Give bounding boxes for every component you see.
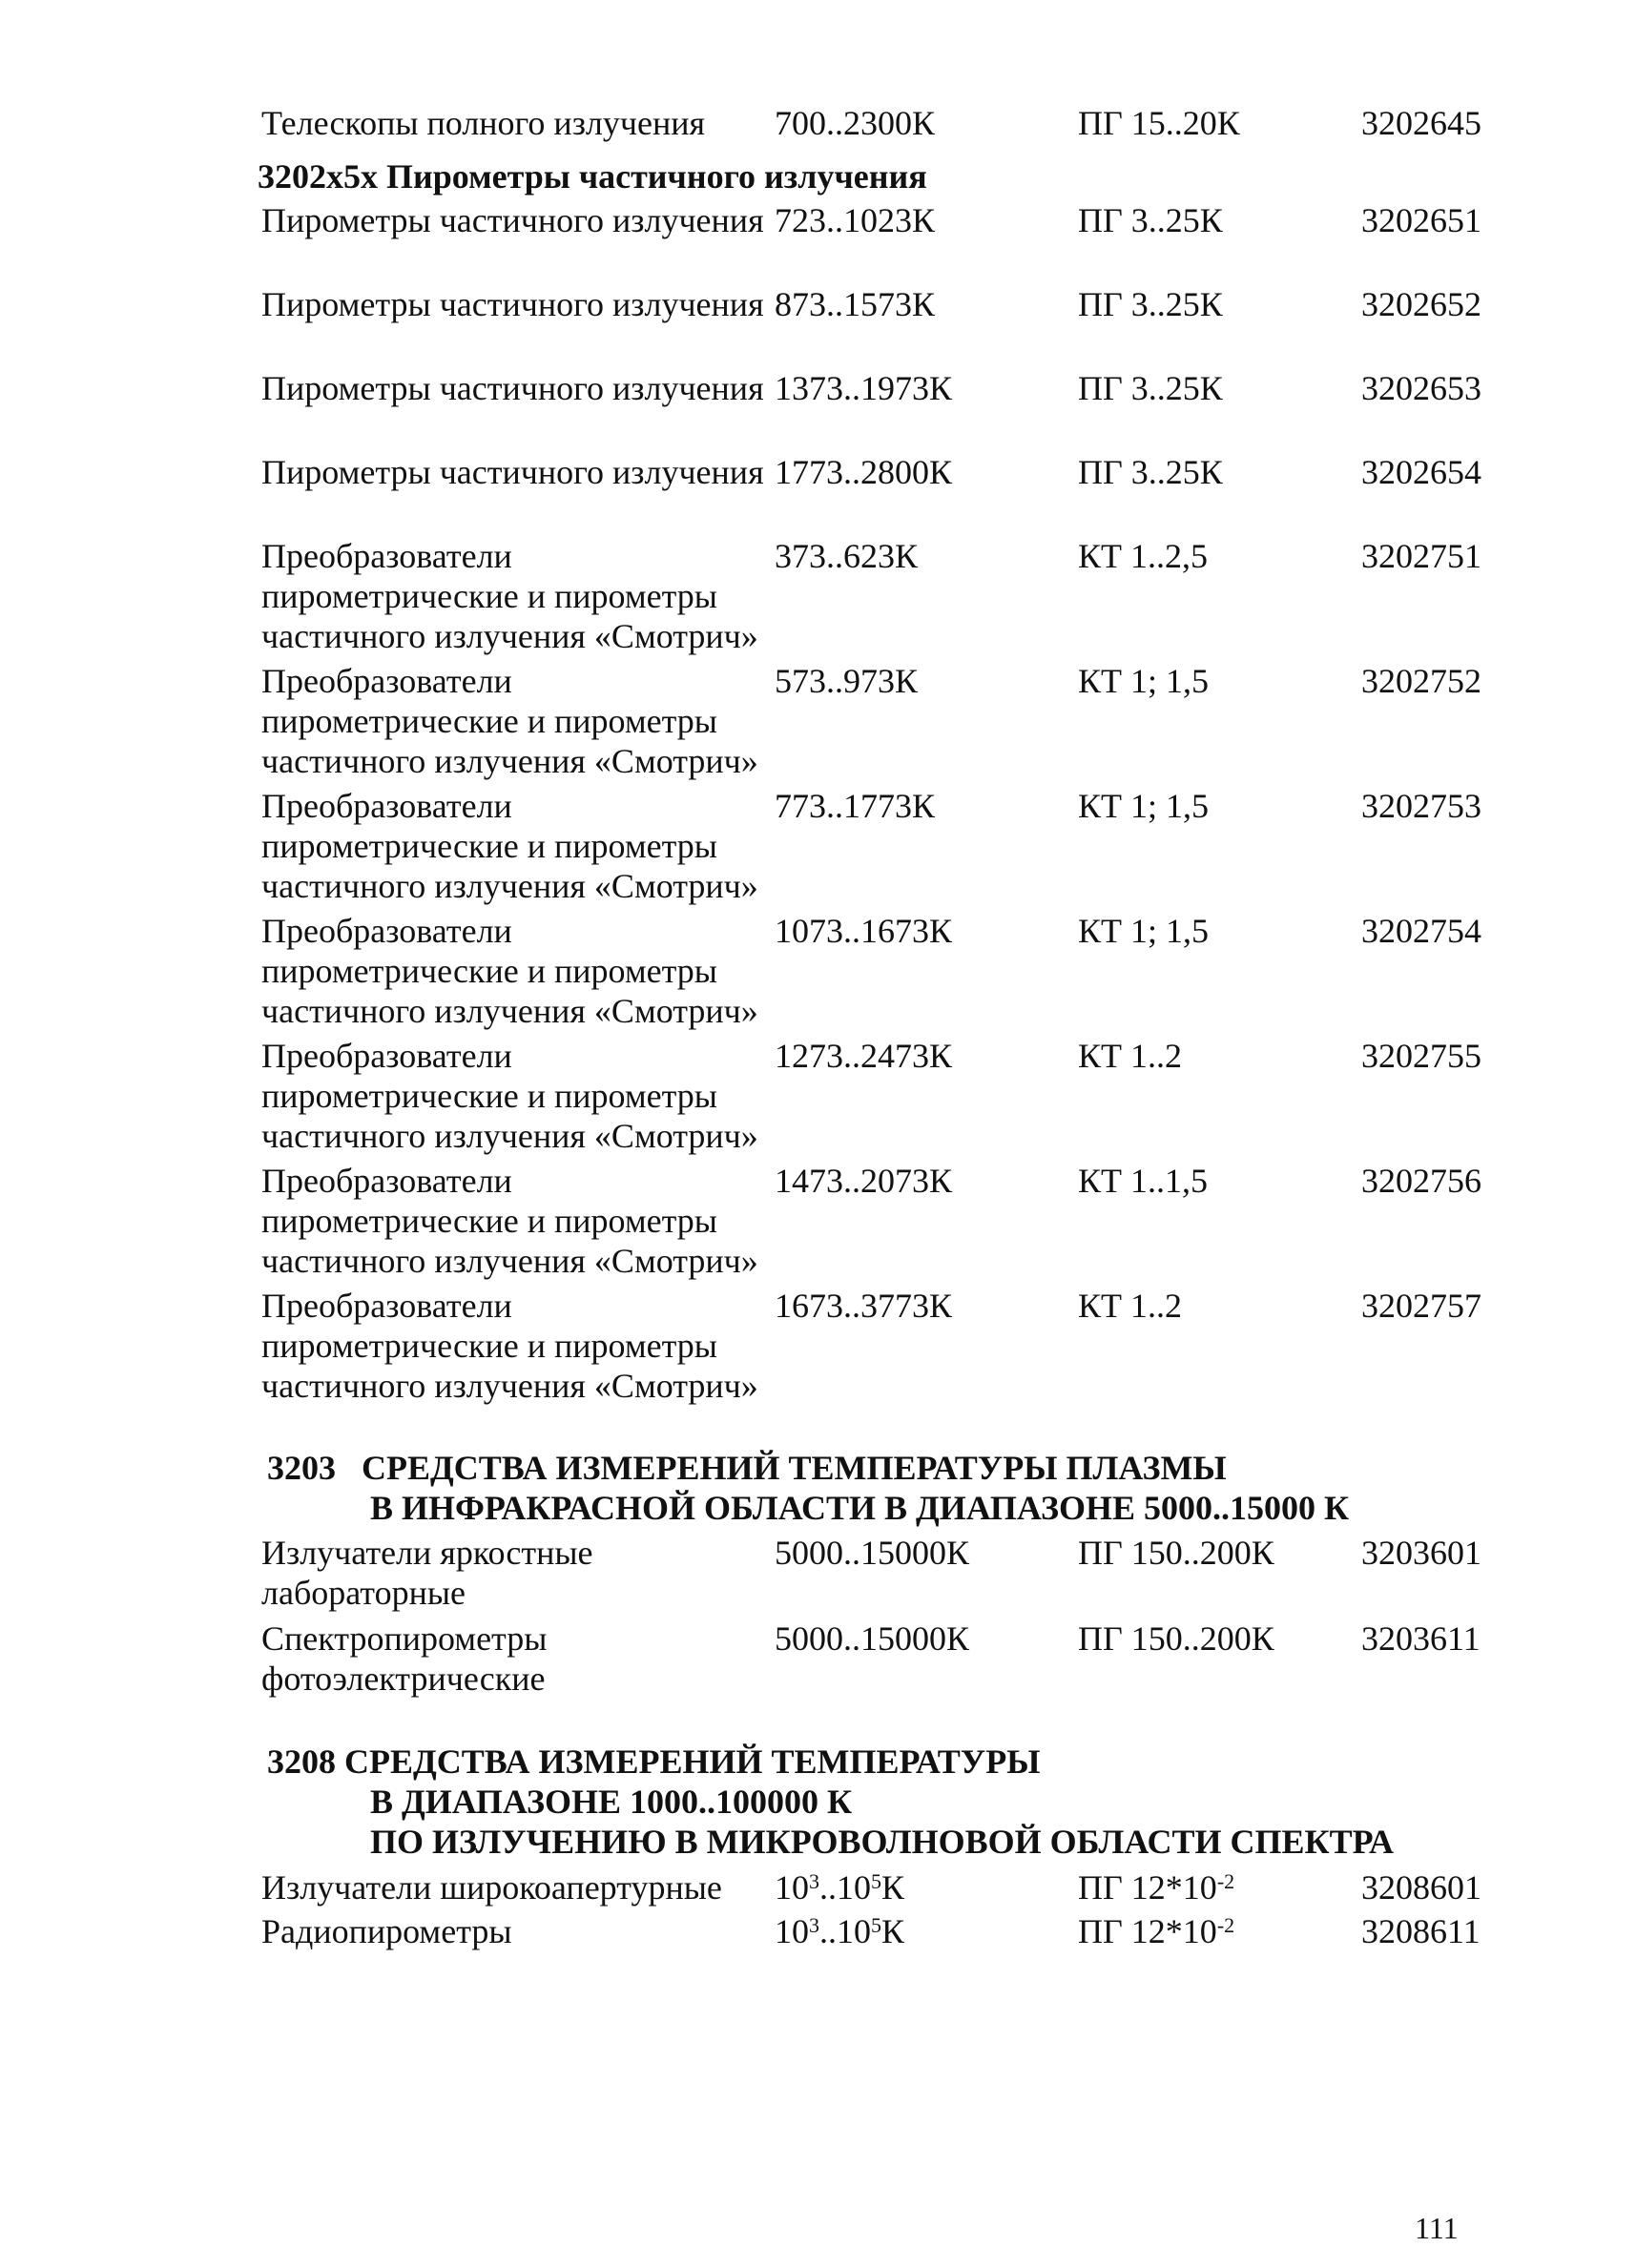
instrument-name: Спектропирометры фотоэлектрические	[261, 1619, 548, 1698]
measurement-range: 1773..2800К	[775, 453, 953, 491]
instrument-name: Преобразователи пирометрические и пирометры частичного излучения «Смотрич»	[261, 912, 758, 1030]
measurement-range: 5000..15000К	[775, 1534, 970, 1572]
code: 3202757	[1361, 1287, 1481, 1325]
range-exponent: 5	[871, 1869, 881, 1893]
page-number: 111	[1415, 2211, 1459, 2245]
code: 3202753	[1361, 787, 1481, 825]
instrument-name: Излучатели широкоапертурные	[261, 1868, 722, 1907]
accuracy: КТ 1; 1,5	[1078, 912, 1210, 950]
measurement-range	[775, 1911, 904, 1951]
code: 3202752	[1361, 662, 1481, 700]
subsection-title: 3202x5x Пирометры частичного излучения	[258, 157, 927, 196]
range-unit: К	[881, 1912, 905, 1950]
measurement-range: 873..1573К	[775, 285, 936, 323]
accuracy: ПГ 3..25К	[1078, 369, 1223, 407]
range-base: 10	[775, 1912, 809, 1950]
instrument-name: Пирометры частичного излучения	[261, 453, 764, 491]
section-heading	[267, 1742, 1394, 1862]
code: 3202754	[1361, 912, 1481, 950]
accuracy-base: ПГ 12*10	[1078, 1868, 1217, 1907]
measurement-range: 723..1023К	[775, 201, 936, 239]
instrument-name: Преобразователи пирометрические и пирометры частичного излучения «Смотрич»	[261, 1037, 758, 1155]
instrument-name: Пирометры частичного излучения	[261, 369, 764, 407]
code: 3202645	[1361, 104, 1481, 142]
range-exponent: 3	[809, 1913, 819, 1937]
code: 3202751	[1361, 537, 1481, 575]
code: 3203611	[1361, 1619, 1481, 1658]
code: 3203601	[1361, 1534, 1481, 1572]
code: 3202755	[1361, 1037, 1481, 1075]
instrument-name: Преобразователи пирометрические и пирометры частичного излучения «Смотрич»	[261, 787, 758, 905]
instrument-name: Преобразователи пирометрические и пирометры частичного излучения «Смотрич»	[261, 537, 758, 655]
section-heading-line: В ДИАПАЗОНЕ 1000..100000 К	[370, 1783, 853, 1821]
code: 3202652	[1361, 285, 1481, 323]
measurement-range: 700..2300К	[775, 104, 936, 142]
instrument-name: Телескопы полного излучения	[261, 104, 706, 142]
accuracy-exponent: -2	[1216, 1869, 1235, 1893]
measurement-range: 1673..3773К	[775, 1287, 953, 1325]
accuracy-base: ПГ 12*10	[1078, 1912, 1217, 1950]
instrument-name: Преобразователи пирометрические и пирометры частичного излучения «Смотрич»	[261, 1162, 758, 1280]
accuracy: КТ 1; 1,5	[1078, 787, 1210, 825]
measurement-range: 573..973К	[775, 662, 919, 700]
section-heading-line: ПО ИЗЛУЧЕНИЮ В МИКРОВОЛНОВОЙ ОБЛАСТИ СПЕКТРА	[370, 1823, 1395, 1861]
range-exponent: 3	[809, 1869, 819, 1893]
accuracy: ПГ 3..25К	[1078, 453, 1223, 491]
accuracy: КТ 1..2	[1078, 1037, 1183, 1075]
measurement-range: 1373..1973К	[775, 369, 953, 407]
range-base: 10	[775, 1868, 809, 1907]
accuracy: КТ 1..2,5	[1078, 537, 1209, 575]
instrument-name: Радиопирометры	[261, 1912, 512, 1950]
range-base: ..10	[819, 1912, 871, 1950]
section-heading-line: В ИНФРАКРАСНОЙ ОБЛАСТИ В ДИАПАЗОНЕ 5000..15000 К	[370, 1489, 1350, 1527]
instrument-name: Преобразователи пирометрические и пирометры частичного излучения «Смотрич»	[261, 662, 758, 780]
measurement-range: 5000..15000К	[775, 1619, 970, 1658]
accuracy	[1078, 1867, 1234, 1907]
section-heading	[267, 1448, 1349, 1528]
measurement-range	[775, 1867, 904, 1907]
code: 3208611	[1361, 1912, 1481, 1950]
accuracy: КТ 1..2	[1078, 1287, 1183, 1325]
accuracy: КТ 1..1,5	[1078, 1162, 1209, 1200]
measurement-range: 1073..1673К	[775, 912, 953, 950]
instrument-name: Излучатели яркостные лабораторные	[261, 1534, 593, 1612]
instrument-name: Пирометры частичного излучения	[261, 285, 764, 323]
measurement-range: 1273..2473К	[775, 1037, 953, 1075]
code: 3202651	[1361, 201, 1481, 239]
range-base: ..10	[819, 1868, 871, 1907]
accuracy: ПГ 150..200К	[1078, 1534, 1274, 1572]
accuracy: КТ 1; 1,5	[1078, 662, 1210, 700]
code: 3208601	[1361, 1868, 1481, 1907]
accuracy	[1078, 1911, 1234, 1951]
code: 3202756	[1361, 1162, 1481, 1200]
accuracy: ПГ 150..200К	[1078, 1619, 1274, 1658]
instrument-name: Преобразователи пирометрические и пирометры частичного излучения «Смотрич»	[261, 1287, 758, 1405]
measurement-range: 773..1773К	[775, 787, 936, 825]
code: 3202653	[1361, 369, 1481, 407]
accuracy: ПГ 3..25К	[1078, 285, 1223, 323]
section-heading-line: 3208 СРЕДСТВА ИЗМЕРЕНИЙ ТЕМПЕРАТУРЫ	[267, 1742, 1041, 1781]
accuracy: ПГ 15..20К	[1078, 104, 1240, 142]
accuracy: ПГ 3..25К	[1078, 201, 1223, 239]
code: 3202654	[1361, 453, 1481, 491]
range-unit: К	[881, 1868, 905, 1907]
range-exponent: 5	[871, 1913, 881, 1937]
accuracy-exponent: -2	[1216, 1913, 1235, 1937]
section-heading-line: 3203 СРЕДСТВА ИЗМЕРЕНИЙ ТЕМПЕРАТУРЫ ПЛАЗМЫ	[267, 1449, 1227, 1487]
instrument-name: Пирометры частичного излучения	[261, 201, 764, 239]
measurement-range: 373..623К	[775, 537, 919, 575]
measurement-range: 1473..2073К	[775, 1162, 953, 1200]
